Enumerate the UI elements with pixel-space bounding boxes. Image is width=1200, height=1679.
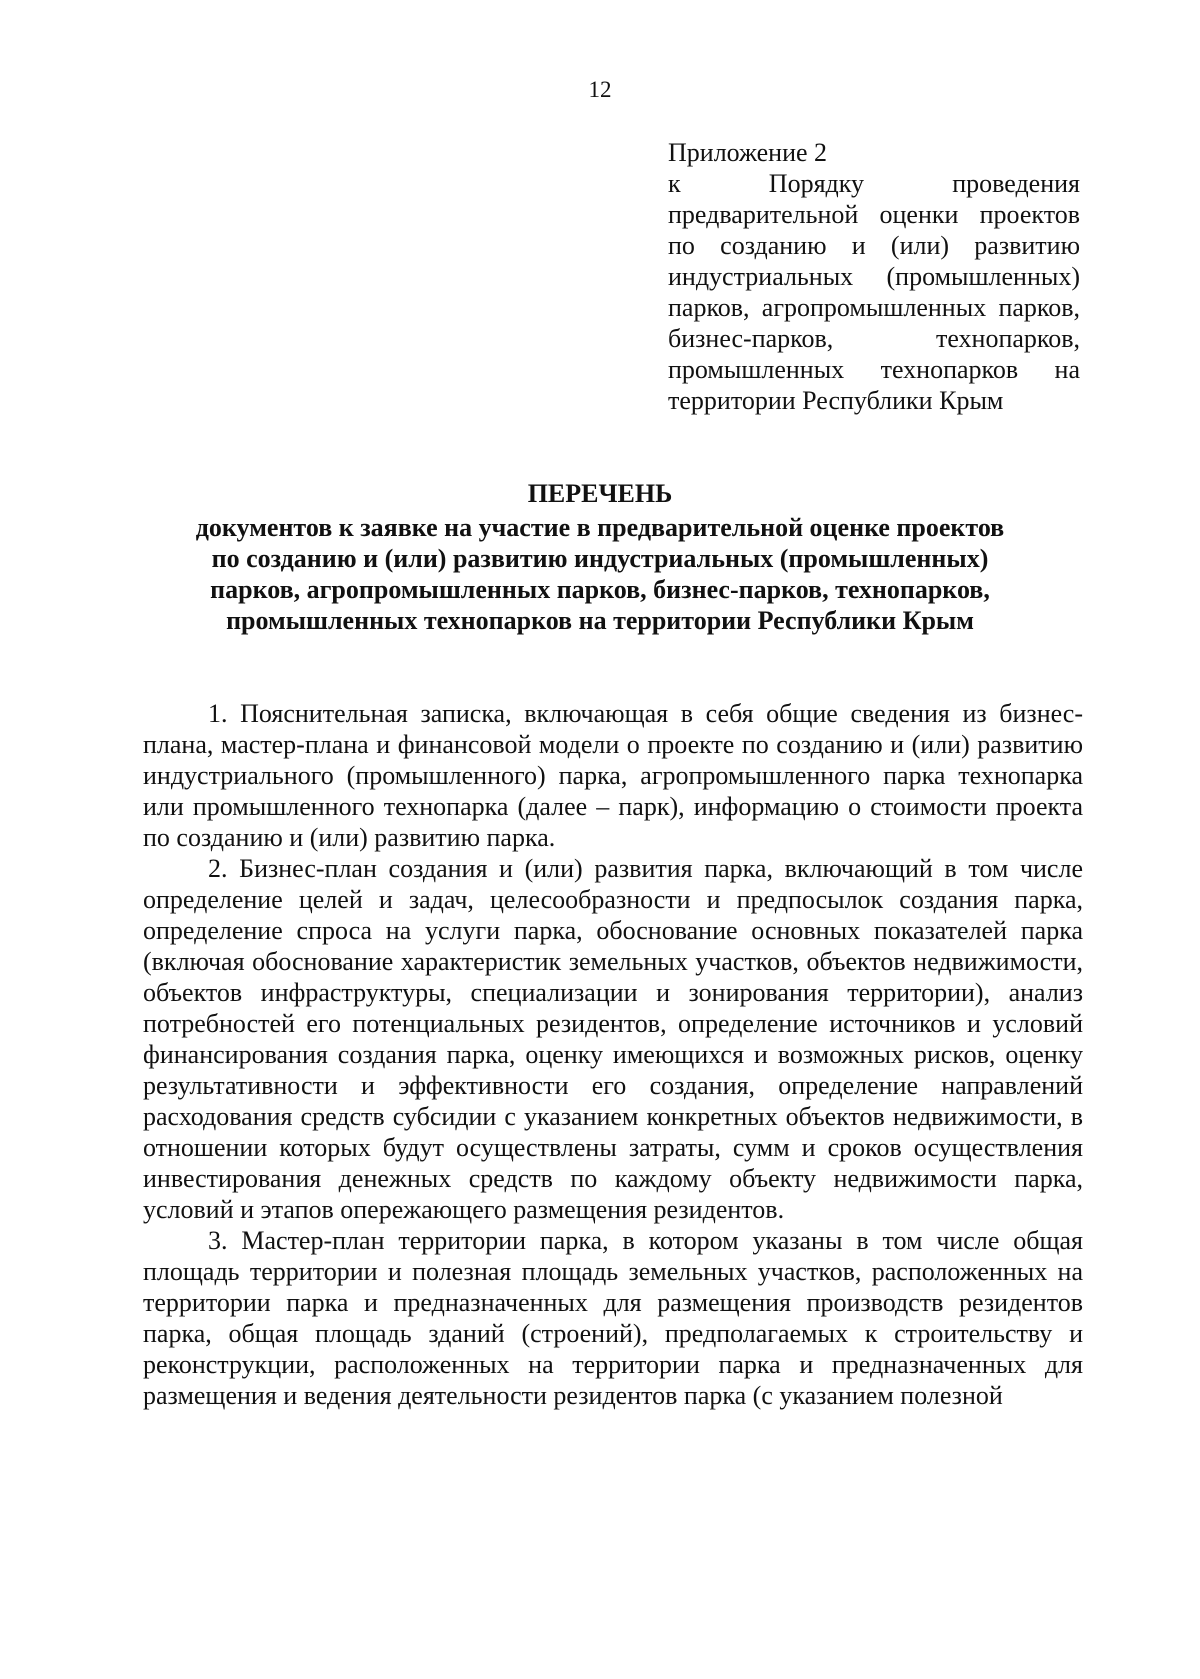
document-heading — [150, 478, 1050, 636]
appendix-title: Приложение 2 — [668, 138, 828, 167]
heading-title: ПЕРЕЧЕНЬ — [527, 479, 673, 508]
appendix-body: к Порядку проведения предварительной оценки проектов по созданию и (или) развитию индустриальных (промышленных) парков, агропромышленных парков, бизнес-парков, технопарков, промышленных технопарков на территории Республики Крым — [668, 169, 1080, 415]
heading-subtitle: документов к заявке на участие в предварительной оценке проектов по созданию и (или) развитию индустриальных (промышленных) парков, агропромышленных парков, бизнес-парков, технопарков, промышленных технопарков на территории Республики Крым — [195, 513, 1005, 635]
page-number: 12 — [588, 77, 612, 102]
paragraph-3: 3. Мастер-план территории парка, в котором указаны в том числе общая площадь территории и полезная площадь земельных участков, расположенных на территории парка и предназначенных для размещения производств резидентов парка, общая площадь зданий (строений), предполагаемых к строительству и реконструкции, расположенных на территории парка и предназначенных для размещения и ведения деятельности резидентов парка (с указанием полезной — [143, 1226, 1083, 1410]
appendix-reference — [668, 137, 1080, 416]
document-body — [143, 698, 1083, 1411]
paragraph-1: 1. Пояснительная записка, включающая в себя общие сведения из бизнес-плана, мастер-плана и финансовой модели о проекте по созданию и (или) развитию индустриального (промышленного) парка, агропромышленного парка технопарка или промышленного технопарка (далее – парк), информацию о стоимости проекта по созданию и (или) развитию парка. — [143, 699, 1083, 852]
paragraph-2: 2. Бизнес-план создания и (или) развития парка, включающий в том числе определение целей и задач, целесообразности и предпосылок создания парка, определение спроса на услуги парка, обоснование основных показателей парка (включая обоснование характеристик земельных участков, объектов недвижимости, объектов инфраструктуры, специализации и зонирования территории), анализ потребностей его потенциальных резидентов, определение источников и условий финансирования создания парка, оценку имеющихся и возможных рисков, оценку результативности и эффективности его создания, определение направлений расходования средств субсидии с указанием конкретных объектов недвижимости, в отношении которых будут осуществлены затраты, сумм и сроков осуществления инвестирования денежных средств по каждому объекту недвижимости парка, условий и этапов опережающего размещения резидентов. — [143, 854, 1083, 1224]
